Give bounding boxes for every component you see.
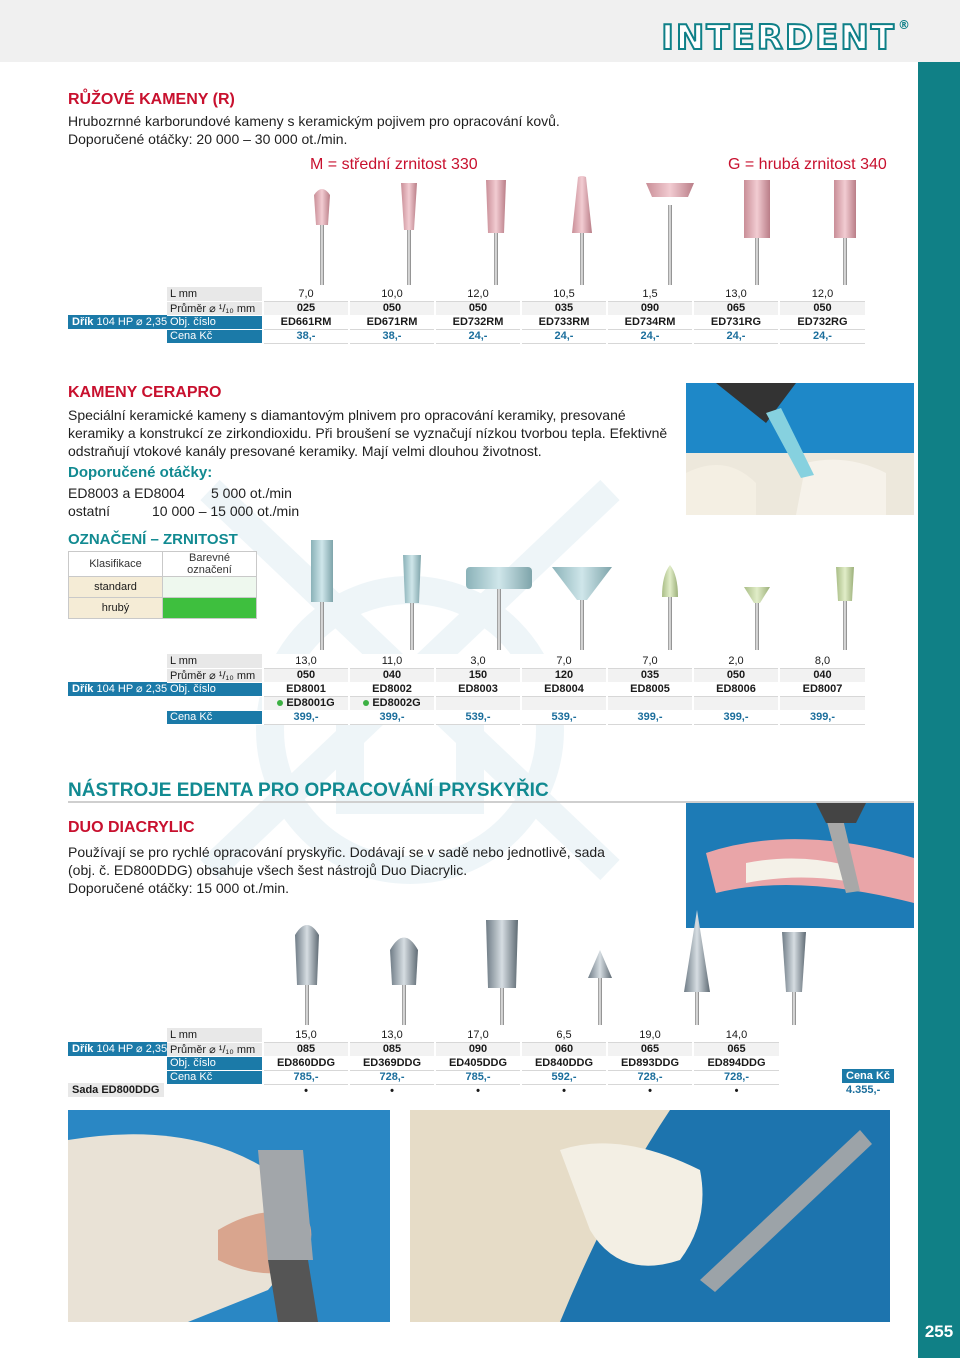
cell-price: 399,- [779,710,865,724]
brand-logo: INTERDENT ® [661,18,912,58]
row-label-diameter: Průměr ⌀ ¹/₁₀ mm [167,1042,263,1056]
cell-order: ED840DDG [521,1056,607,1070]
order-g-text: ED8001G [286,697,335,709]
cerapro-speed-title: Doporučené otáčky: [68,464,213,481]
cell-length: 17,0 [435,1028,521,1042]
pink-stones-spec-table [167,287,865,344]
cell-order-g [263,696,349,710]
cell-length: 7,0 [607,654,693,668]
cell-length: 12,0 [779,287,865,301]
cell-order-g [521,696,607,710]
cell-price: 728,- [349,1070,435,1084]
cell-price: 399,- [693,710,779,724]
cell-order: ED8004 [521,682,607,696]
cell-price: 24,- [607,329,693,343]
cell-order: ED732RM [435,315,521,329]
cell-length: 19,0 [607,1028,693,1042]
grit-color-standard [163,577,257,598]
order-g-text: ED8002G [372,697,421,709]
cell-price: 728,- [693,1070,779,1084]
cell-diameter: 035 [607,668,693,682]
cell-length: 7,0 [263,287,349,301]
pink-stone-burs-image [290,175,870,285]
cell-length: 3,0 [435,654,521,668]
grit-color-coarse [163,598,257,619]
page-number: 255 [924,1322,954,1341]
spec-row-diameter [167,668,865,682]
cell-order: ED8001 [263,682,349,696]
duo-diacrylic-burs-image [270,910,850,1025]
cell-price: 38,- [349,329,435,343]
cell-order: ED661RM [263,315,349,329]
cell-order: ED405DDG [435,1056,521,1070]
row-label-diameter: Průměr ⌀ ¹/₁₀ mm [167,301,263,315]
cell-price: 539,- [435,710,521,724]
spec-row-diameter [167,1042,779,1056]
spec-row-length [167,654,865,668]
spec-row-order-g [167,696,865,710]
cerapro-speed1-value: 5 000 ot./min [211,485,292,501]
cell-price: 785,- [263,1070,349,1084]
cell-order: ED733RM [521,315,607,329]
cell-order: ED732RG [779,315,865,329]
cell-order: ED8005 [607,682,693,696]
cell-length: 15,0 [263,1028,349,1042]
cell-diameter: 040 [779,668,865,682]
side-color-band [918,62,960,1358]
cell-order: ED671RM [349,315,435,329]
cell-length: 6,5 [521,1028,607,1042]
grit-row-standard: standard [69,577,163,598]
cell-price: 24,- [435,329,521,343]
cell-diameter: 050 [779,301,865,315]
cerapro-usage-photo [686,383,914,515]
cell-price: 399,- [349,710,435,724]
cell-diameter: 065 [607,1042,693,1056]
cell-order: ED8006 [693,682,779,696]
row-label-length: L mm [167,654,263,668]
row-label-length: L mm [167,1028,263,1042]
grit-marking-title: OZNAČENÍ – ZRNITOST [68,531,238,548]
duo-diacrylic-speed: Doporučené otáčky: 15 000 ot./min. [68,880,290,896]
cell-order-g [779,696,865,710]
cell-diameter: 065 [693,301,779,315]
cell-diameter: 035 [521,301,607,315]
cell-order: ED369DDG [349,1056,435,1070]
shaft-label-s3: Dřík 104 HP ⌀ 2,35 [68,1042,171,1056]
grit-coarse-label: G = hrubá zrnitost 340 [728,156,887,173]
duo-diacrylic-spec-table [167,1028,779,1099]
cell-order: ED894DDG [693,1056,779,1070]
spec-row-price [167,710,865,724]
shaft-label-s1: Dřík 104 HP ⌀ 2,35 [68,315,171,329]
cerapro-burs-image [290,535,870,650]
pink-stones-description: Hrubozrnné karborundové kameny s keramickým pojivem pro opracování kovů. [68,113,560,129]
grit-head-classification: Klasifikace [69,552,163,577]
denture-teeth-grinding-photo [410,1110,890,1322]
cell-price: 24,- [521,329,607,343]
green-dot-icon [363,700,369,706]
cell-order: ED893DDG [607,1056,693,1070]
cell-diameter: 050 [263,668,349,682]
pink-stones-speed: Doporučené otáčky: 20 000 – 30 000 ot./min. [68,131,348,147]
spec-row-price [167,329,865,343]
cerapro-description-line1: Speciální keramické kameny s diamantovým plnivem pro opracování keramiky, presované [68,407,626,423]
grit-row-coarse: hrubý [69,598,163,619]
cerapro-description-line3: odstraňují vtokové kanály presované keramiky. Mají velmi dlouhou životnost. [68,443,542,459]
set-mark: • [521,1084,607,1098]
cell-price: 399,- [263,710,349,724]
cell-price: 539,- [521,710,607,724]
cell-diameter: 120 [521,668,607,682]
cerapro-description-line2: keramiky a konstrukcí ze zirkondioxidu. Při broušení se vyznačují nízkou tvorbou tepla. Efektivně [68,425,668,441]
cell-order: ED734RM [607,315,693,329]
cell-diameter: 065 [693,1042,779,1056]
set-mark: • [607,1084,693,1098]
cell-order: ED8003 [435,682,521,696]
section-title-duo-diacrylic: DUO DIACRYLIC [68,819,195,836]
set-label: Sada ED800DDG [68,1083,164,1097]
row-label-price: Cena Kč [167,329,263,343]
row-label-order: Obj. číslo [167,1056,263,1070]
row-label-diameter: Průměr ⌀ ¹/₁₀ mm [167,668,263,682]
spec-row-length [167,1028,779,1042]
cell-length: 11,0 [349,654,435,668]
cell-price: 592,- [521,1070,607,1084]
cell-diameter: 040 [349,668,435,682]
duo-diacrylic-description-line2: (obj. č. ED800DDG) obsahuje všech šest nástrojů Duo Diacrylic. [68,862,468,878]
cell-order-g [435,696,521,710]
cell-order: ED8002 [349,682,435,696]
section-title-cerapro: KAMENY CERAPRO [68,384,222,401]
grit-medium-label: M = střední zrnitost 330 [310,156,478,173]
cell-diameter: 090 [607,301,693,315]
cell-order: ED731RG [693,315,779,329]
cerapro-speed2-name: ostatní [68,503,111,519]
cell-diameter: 090 [435,1042,521,1056]
spec-row-order [167,682,865,696]
cell-diameter: 060 [521,1042,607,1056]
row-label-order: Obj. číslo [167,682,263,696]
set-mark: • [693,1084,779,1098]
grit-head-color: Barevné označení [163,552,257,577]
cell-length: 8,0 [779,654,865,668]
cell-price: 785,- [435,1070,521,1084]
cell-length: 10,0 [349,287,435,301]
cell-order-g [349,696,435,710]
cell-length: 7,0 [521,654,607,668]
section-heading-resin-tools: NÁSTROJE EDENTA PRO OPRACOVÁNÍ PRYSKYŘIC [68,780,549,801]
row-label-price: Cena Kč [167,1070,263,1084]
cerapro-spec-table [167,654,865,725]
spec-row-length [167,287,865,301]
cell-diameter: 085 [349,1042,435,1056]
cell-diameter: 150 [435,668,521,682]
cell-price: 24,- [693,329,779,343]
hand-grinding-photo [68,1110,390,1322]
cell-diameter: 050 [693,668,779,682]
cell-order-g [607,696,693,710]
cell-length: 14,0 [693,1028,779,1042]
row-label-order: Obj. číslo [167,315,263,329]
cell-order-g [693,696,779,710]
cell-length: 13,0 [349,1028,435,1042]
cell-length: 13,0 [693,287,779,301]
set-mark: • [263,1084,349,1098]
cell-order: ED860DDG [263,1056,349,1070]
cell-length: 2,0 [693,654,779,668]
cell-diameter: 050 [435,301,521,315]
set-mark: • [435,1084,521,1098]
cell-length: 10,5 [521,287,607,301]
cell-length: 12,0 [435,287,521,301]
spec-row-diameter [167,301,865,315]
row-label-price: Cena Kč [167,710,263,724]
cell-diameter: 085 [263,1042,349,1056]
cell-length: 1,5 [607,287,693,301]
set-mark: • [349,1084,435,1098]
grit-marking-table [68,551,257,619]
spec-row-order [167,315,865,329]
spec-row-set [167,1084,779,1098]
set-price-label: Cena Kč [842,1069,894,1083]
duo-diacrylic-description-line1: Používají se pro rychlé opracování pryskyřic. Dodávají se v sadě nebo jednotlivě, sada [68,844,605,860]
cell-length: 13,0 [263,654,349,668]
spec-row-order [167,1056,779,1070]
cell-price: 24,- [779,329,865,343]
cell-price: 38,- [263,329,349,343]
section-title-pink-stones: RŮŽOVÉ KAMENY (R) [68,91,235,108]
set-price: 4.355,- [846,1084,881,1096]
cerapro-speed2-value: 10 000 – 15 000 ot./min [152,503,300,519]
cell-order: ED8007 [779,682,865,696]
cell-price: 728,- [607,1070,693,1084]
row-label-blank [167,1084,263,1098]
green-dot-icon [277,700,283,706]
shaft-label-s2: Dřík 104 HP ⌀ 2,35 [68,682,171,696]
row-label-blank [167,696,263,710]
cerapro-speed1-name: ED8003 a ED8004 [68,485,185,501]
cell-diameter: 025 [263,301,349,315]
spec-row-price [167,1070,779,1084]
cell-diameter: 050 [349,301,435,315]
row-label-length: L mm [167,287,263,301]
cell-price: 399,- [607,710,693,724]
